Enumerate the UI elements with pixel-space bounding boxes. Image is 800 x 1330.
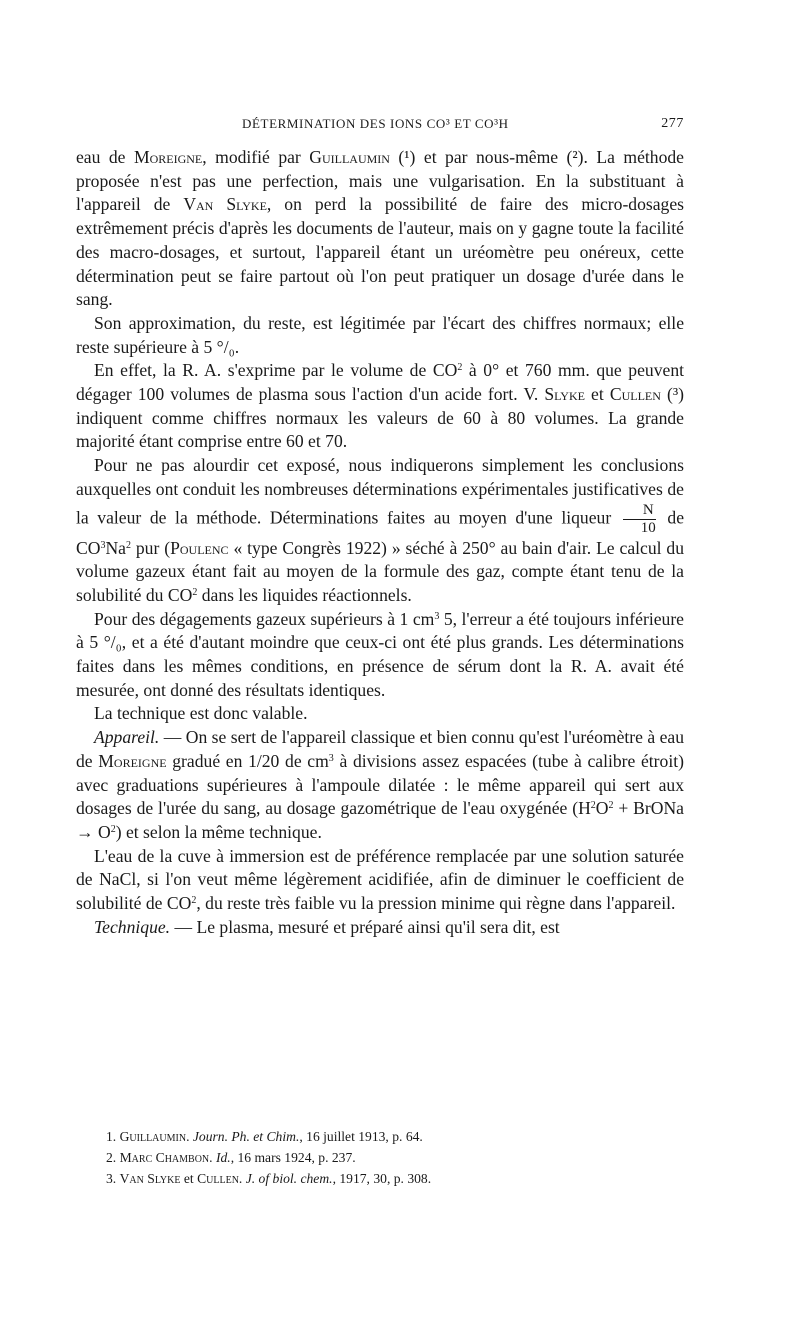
text-run: , modifié par: [202, 147, 310, 167]
footnotes: [106, 1126, 666, 1189]
text-run: à divisions assez espacées (tube à calibre étroit) avec graduations supérieures à l'ampoule dilatée : le même appareil qui sert aux dosages de l'urée du sang, au dosage gazométrique de l'eau oxygénée (H: [76, 750, 684, 819]
running-header: [76, 116, 684, 140]
footnote-author: Guillaumin.: [119, 1129, 190, 1144]
superscript: 2: [590, 800, 596, 812]
author-van-slyke: Van Slyke: [183, 194, 267, 215]
superscript: 2: [125, 539, 131, 551]
text-run: . La méthode proposée n'est pas une perfection, mais une vulgarisation. En la substituant à l'appareil de: [76, 147, 684, 215]
paragraph-6: La technique est donc valable.: [94, 703, 308, 724]
footnote-ref-3: (³): [667, 384, 684, 405]
text-run: , du reste très faible vu la pression minime qui règne dans l'appareil.: [196, 893, 676, 914]
text-run: à 0° et 760 mm. que peuvent dégager 100 volumes de plasma sous l'action d'un acide fort. V.: [76, 360, 685, 405]
section-label-technique: Technique.: [94, 916, 171, 937]
brand-poulenc: Poulenc: [170, 537, 229, 558]
text-run: 5, l'erreur a été toujours inférieure à 5 °/₀, et a été d'autant moindre que ceux-ci ont été plus grands. Les déterminations faites dans les mêmes conditions, en présence de sérum dont la R. A. avait été mesurée, ont donné des résultats identiques.: [76, 608, 684, 700]
text-run: O: [595, 798, 609, 819]
footnote-author: Van Slyke: [119, 1171, 181, 1186]
superscript: 2: [608, 800, 614, 812]
paragraph-3: [76, 359, 684, 454]
text-run: et par nous-même: [415, 147, 567, 167]
fraction-numerator: N: [623, 502, 656, 520]
footnote-number: 3.: [106, 1171, 120, 1186]
text-run: « type Congrès 1922) » séché à 250° au bain d'air. Le calcul du volume gazeux étant fait au moyen de la formule des gaz, compte étant tenu de la solubilité du CO: [76, 537, 685, 605]
text-run: pur (: [130, 537, 171, 558]
superscript: 3: [328, 752, 334, 764]
footnote-ref-2: (²): [566, 147, 584, 167]
footnote-details: , 1917, 30, p. 308.: [332, 1171, 432, 1186]
superscript: 2: [457, 362, 463, 374]
superscript: 2: [192, 586, 198, 598]
text-run: Pour des dégagements gazeux supérieurs à 1 cm: [94, 608, 435, 629]
fraction-n-10: [623, 502, 656, 537]
text-run: + BrONa → O: [76, 798, 684, 842]
author-moreigne: Moreigne: [98, 750, 167, 771]
footnote-journal: Id.: [212, 1150, 231, 1165]
paragraph-5: [76, 608, 684, 703]
text-run: indiquent comme chiffres normaux les valeurs de 60 à 80 volumes. La grande majorité étant comprise entre 60 et 70.: [76, 407, 684, 452]
author-slyke: Slyke: [544, 384, 585, 405]
paragraph-1: [76, 146, 684, 312]
paragraph-4: [76, 454, 684, 608]
text-run: — On se sert de l'appareil classique et bien connu qu'est l'uréomètre à eau de: [76, 727, 684, 771]
text-run: L'eau de la cuve à immersion est de préférence remplacée par une solution saturée de NaCl, si l'on veut même légèrement acidifiée, afin de diminuer le coefficient de solubilité de CO: [76, 845, 684, 914]
superscript: 3: [100, 539, 106, 551]
author-guillaumin: Guillaumin: [309, 147, 390, 167]
body-text: [76, 146, 684, 940]
text-run: gradué en 1/20 de cm: [166, 750, 329, 771]
paragraph-2: Son approximation, du reste, est légitimée par l'écart des chiffres normaux; elle reste supérieure à 5 °/₀.: [76, 312, 684, 357]
footnote-3: [106, 1168, 666, 1189]
text-run: de CO: [76, 507, 685, 558]
superscript: 2: [110, 823, 116, 835]
text-run: eau de: [76, 147, 134, 167]
footnote-details: , 16 mars 1924, p. 237.: [230, 1150, 356, 1165]
footnote-author: Cullen.: [197, 1171, 243, 1186]
footnote-1: [106, 1126, 666, 1147]
paragraph-technique: [76, 916, 684, 940]
text-run: ) et selon la même technique.: [115, 821, 322, 842]
author-moreigne: Moreigne: [133, 147, 203, 167]
footnote-journal: Journ. Ph. et Chim.: [189, 1129, 300, 1144]
section-label-appareil: Appareil.: [94, 727, 160, 748]
text-run: — Le plasma, mesuré et préparé ainsi qu'il sera dit, est: [170, 916, 560, 937]
text-run: Pour ne pas alourdir cet exposé, nous indiquerons simplement les conclusions auxquelles ont conduit les nombreuses déterminations expérimentales justificatives de la valeur de la méthode. Déterminations faites au moyen d'une liqueur: [76, 455, 684, 528]
text-run: et: [584, 384, 610, 405]
footnote-journal: J. of biol. chem.: [242, 1171, 333, 1186]
paragraph-appareil: [76, 726, 684, 845]
text-run: Na: [105, 537, 126, 558]
author-cullen: Cullen: [609, 384, 661, 405]
running-title: DÉTERMINATION DES IONS CO³ ET CO³H: [242, 116, 509, 131]
footnote-2: [106, 1147, 666, 1168]
text-run: , on perd la possibilité de faire des micro-dosages extrêmement précis d'après les documents de l'auteur, mais on y gagne toute la facilité des macro-dosages, et surtout, l'appareil étant un uréomètre peu onéreux, cette détermination peut se faire partout où l'on peut pratiquer un dosage d'urée dans le sang.: [76, 194, 685, 310]
fraction-denominator: 10: [640, 519, 656, 536]
superscript: 2: [191, 895, 197, 907]
footnote-ref-1: (¹): [398, 147, 416, 167]
superscript: 3: [434, 610, 440, 622]
footnote-author: Marc Chambon.: [119, 1150, 213, 1165]
footnote-number: 1.: [106, 1129, 120, 1144]
paragraph-8: [76, 845, 684, 916]
footnote-number: 2.: [106, 1150, 120, 1165]
text-run: En effet, la R. A. s'exprime par le volume de CO: [94, 360, 458, 381]
text-run: et: [180, 1171, 198, 1186]
page-number: 277: [661, 116, 684, 131]
text-run: dans les liquides réactionnels.: [197, 584, 412, 605]
footnote-details: , 16 juillet 1913, p. 64.: [299, 1129, 423, 1144]
